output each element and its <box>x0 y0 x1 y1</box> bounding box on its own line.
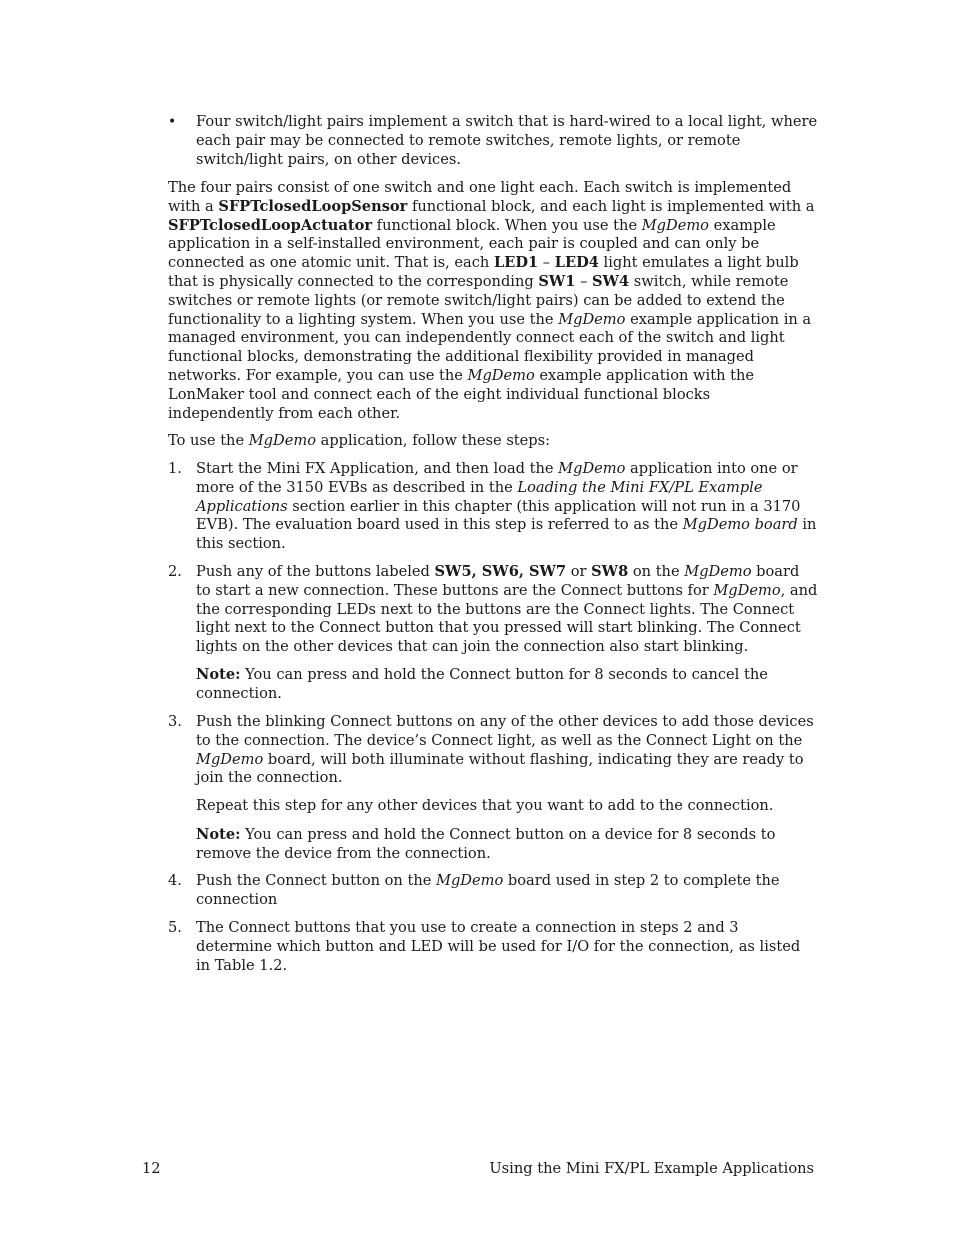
step-text: The Connect buttons that you use to create a connection in steps 2 and 3 determine which button and LED will be used for I/O for the connection, as listed in Table 1.2. <box>196 919 801 974</box>
step-text: Push any of the buttons labeled SW5, SW6, SW7 or SW8 on the MgDemo board to start a new connection. These buttons are the Connect buttons for MgDemo, and the corresponding LEDs next to the buttons are the Connect lights. The Connect light next to the Connect button that you pressed will start blinking. The Connect lights on the other devices that can join the connection also start blinking. <box>196 563 818 656</box>
body-paragraph-pairs: The four pairs consist of one switch and one light each. Each switch is implemented with a SFPTclosedLoopSensor functional block, and each light is implemented with a SFPTclosedLoopActuator functional block. When you use the MgDemo example application in a self-installed environment, each pair is coupled and can only be connected as one atomic unit. That is, each LED1 – LED4 light emulates a light bulb that is physically connected to the corresponding SW1 – SW4 switch, while remote switches or remote lights (or remote switch/light pairs) can be added to extend the functionality to a lighting system. When you use the MgDemo example application in a managed environment, you can independently connect each of the switch and light functional blocks, demonstrating the additional flexibility provided in managed networks. For example, you can use the MgDemo example application with the LonMaker tool and connect each of the eight individual functional blocks independently from each other. <box>168 179 815 422</box>
step-text: Push the Connect button on the MgDemo board used in step 2 to complete the connection <box>196 872 780 908</box>
bullet-text: Four switch/light pairs implement a switch that is hard-wired to a local light, where each pair may be connected to remote switches, remote lights, or remote switch/light pairs, on other devices. <box>196 113 818 168</box>
step-number: 5. <box>168 919 182 936</box>
step-note: Note: You can press and hold the Connect button for 8 seconds to cancel the connection. <box>196 666 768 702</box>
step-number: 3. <box>168 713 182 730</box>
step-number: 1. <box>168 460 182 477</box>
step-text: Push the blinking Connect buttons on any of the other devices to add those devices to the connection. The device’s Connect light, as well as the Connect Light on the MgDemo board, will both illuminate without flashing, indicating they are ready to join the connection. <box>196 713 814 787</box>
body-paragraph-intro-steps: To use the MgDemo application, follow these steps: <box>168 432 551 449</box>
step-text: Start the Mini FX Application, and then load the MgDemo application into one or more of the 3150 EVBs as described in the Loading the Mini FX/PL Example Applications section earlier in this chapter (this application will not run in a 3170 EVB). The evaluation board used in this step is referred to as the MgDemo board in this section. <box>196 460 817 553</box>
running-footer-title: Using the Mini FX/PL Example Applications <box>489 1160 814 1177</box>
bullet-marker: • <box>168 114 177 130</box>
step-repeat-text: Repeat this step for any other devices that you want to add to the connection. <box>196 797 774 814</box>
step-number: 2. <box>168 563 182 580</box>
step-note: Note: You can press and hold the Connect button on a device for 8 seconds to remove the device from the connection. <box>196 826 776 862</box>
step-number: 4. <box>168 872 182 889</box>
page-number: 12 <box>142 1160 161 1177</box>
